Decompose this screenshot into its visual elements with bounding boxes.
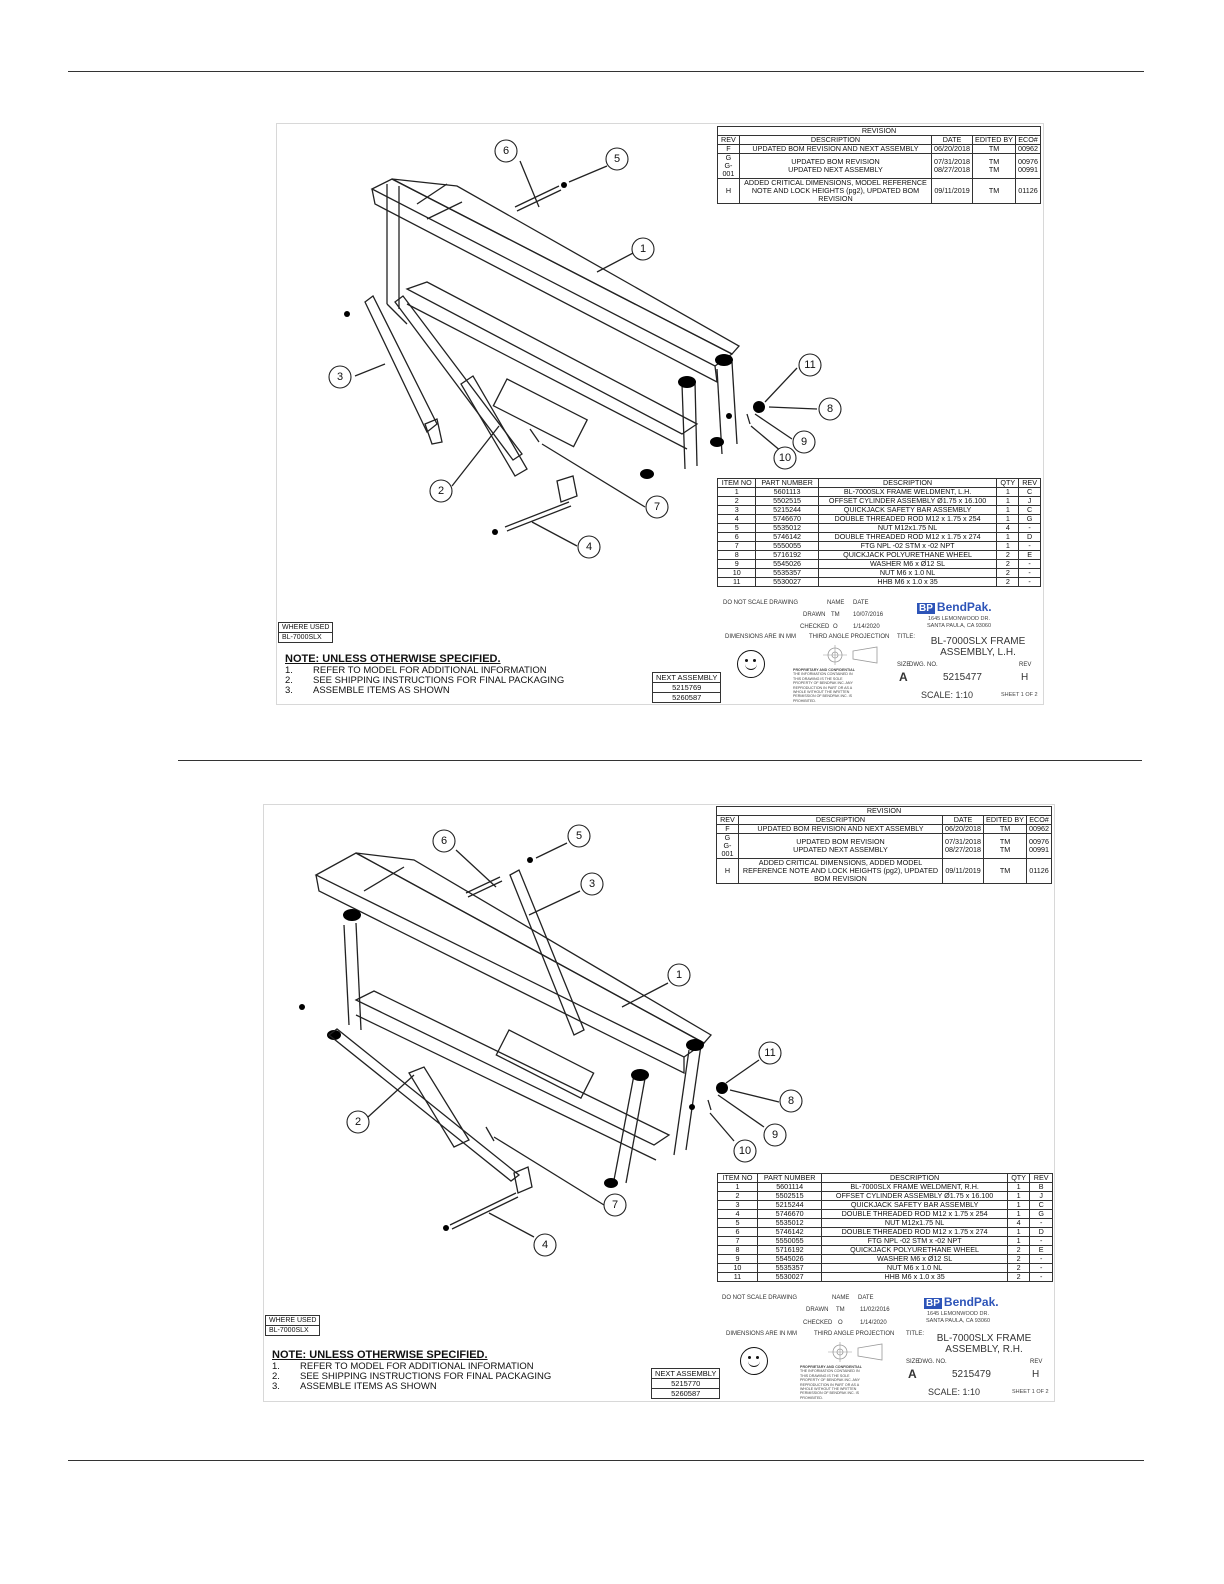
- note-item: 2. SEE SHIPPING INSTRUCTIONS FOR FINAL PACKAGING: [285, 675, 565, 686]
- bom-item-no: 1: [718, 488, 756, 497]
- bom-qty: 1: [997, 515, 1019, 524]
- bom-part-number: 5550055: [756, 542, 818, 551]
- bom-description: DOUBLE THREADED ROD M12 x 1.75 x 254: [822, 1210, 1007, 1219]
- bom-part-number: 5535357: [757, 1264, 822, 1273]
- revision-eco: 00976 00991: [1015, 154, 1040, 179]
- revision-date: 09/11/2019: [932, 179, 973, 204]
- drawn-date: 11/02/2016: [860, 1307, 890, 1313]
- revision-header-edited-by: EDITED BY: [984, 816, 1027, 825]
- bom-qty: 4: [1007, 1219, 1030, 1228]
- revision-date: 06/20/2018: [932, 145, 973, 154]
- where-used-box: [278, 622, 333, 643]
- revision-header-description: DESCRIPTION: [739, 136, 931, 145]
- revision-eco: 00962: [1026, 825, 1051, 834]
- title-block: [720, 1293, 1052, 1399]
- revision-date: 06/20/2018: [943, 825, 984, 834]
- bom-qty: 2: [1007, 1264, 1030, 1273]
- revision-header-eco: ECO#: [1026, 816, 1051, 825]
- where-used-value: BL-7000SLX: [266, 1325, 319, 1335]
- revision-header-description: DESCRIPTION: [738, 816, 942, 825]
- bom-rev: D: [1019, 533, 1041, 542]
- middle-rule: [178, 760, 1142, 761]
- bom-qty: 1: [997, 542, 1019, 551]
- revision-header-date: DATE: [932, 136, 973, 145]
- date-label: DATE: [853, 600, 869, 606]
- bom-description: DOUBLE THREADED ROD M12 x 1.75 x 274: [818, 533, 997, 542]
- svg-text:10: 10: [778, 452, 792, 464]
- third-angle-projection-icon: [817, 644, 889, 666]
- bom-rev: J: [1019, 497, 1041, 506]
- revision-edited-by: TM: [984, 825, 1027, 834]
- where-used-label: WHERE USED: [269, 1317, 317, 1324]
- revision-title: REVISION: [717, 807, 1052, 816]
- bom-item-no: 8: [718, 1246, 758, 1255]
- drawing-title: BL-7000SLX FRAME ASSEMBLY, R.H.: [936, 1333, 1032, 1355]
- revision-rev: H: [718, 179, 740, 204]
- proprietary-notice: PROPRIETARY AND CONFIDENTIAL THE INFORMATION CONTAINED IN THIS DRAWING IS THE SOLE PROPERTY OF BENDPAK INC. ANY REPRODUCTION IN PART OR AS A WHOLE WITHOUT THE WRITTEN PERMISSION OF BENDPAK INC. IS PROHIBITED.: [800, 1365, 862, 1400]
- revision-table: [717, 126, 1041, 204]
- bom-description: HHB M6 x 1.0 x 35: [818, 578, 997, 587]
- bom-rev: E: [1019, 551, 1041, 560]
- bom-rev: -: [1019, 578, 1041, 587]
- bom-qty: 2: [997, 551, 1019, 560]
- bom-item-no: 6: [718, 533, 756, 542]
- bom-item-no: 3: [718, 1201, 758, 1210]
- bom-part-number: 5746142: [757, 1228, 822, 1237]
- drawing-number: 5215477: [943, 672, 982, 683]
- svg-text:3: 3: [588, 878, 596, 890]
- size-label: SIZE: [897, 662, 911, 668]
- bom-rev: -: [1030, 1264, 1053, 1273]
- where-used-label: WHERE USED: [282, 624, 330, 631]
- title-block: [717, 598, 1041, 702]
- next-assembly-label: NEXT ASSEMBLY: [655, 1369, 717, 1378]
- bom-qty: 2: [997, 560, 1019, 569]
- bom-item-no: 4: [718, 515, 756, 524]
- bom-description: QUICKJACK SAFETY BAR ASSEMBLY: [822, 1201, 1007, 1210]
- title-label: TITLE:: [897, 634, 916, 640]
- svg-text:3: 3: [336, 371, 344, 383]
- bom-row: [718, 1273, 1053, 1282]
- svg-text:4: 4: [541, 1239, 549, 1251]
- svg-text:1: 1: [639, 243, 647, 255]
- do-not-scale-note: DO NOT SCALE DRAWING: [723, 600, 799, 606]
- general-notes: [272, 1350, 551, 1392]
- revision-row: [718, 145, 1041, 154]
- note-item: 3. ASSEMBLE ITEMS AS SHOWN: [285, 685, 450, 696]
- revision-title: REVISION: [718, 127, 1041, 136]
- drawn-name: TM: [836, 1307, 845, 1313]
- bom-item-no: 7: [718, 1237, 758, 1246]
- note-item: 1. REFER TO MODEL FOR ADDITIONAL INFORMATION: [285, 665, 547, 676]
- bom-qty: 1: [997, 497, 1019, 506]
- next-assembly-value: 5215770: [652, 1378, 719, 1388]
- bom-row: [718, 1255, 1053, 1264]
- bom-rev: -: [1019, 569, 1041, 578]
- checked-name: O: [833, 624, 838, 630]
- bom-part-number: 5215244: [756, 506, 818, 515]
- bom-qty: 1: [1007, 1201, 1030, 1210]
- revision-row: [717, 834, 1052, 859]
- bom-row: [718, 578, 1041, 587]
- drawing-rev: H: [1021, 672, 1029, 683]
- bom-item-no: 3: [718, 506, 756, 515]
- bom-qty: 2: [1007, 1246, 1030, 1255]
- next-assembly-label: NEXT ASSEMBLY: [656, 673, 718, 682]
- bom-description: NUT M12x1.75 NL: [818, 524, 997, 533]
- bom-description: DOUBLE THREADED ROD M12 x 1.75 x 254: [818, 515, 997, 524]
- bom-description: NUT M12x1.75 NL: [822, 1219, 1007, 1228]
- size-label: SIZE: [906, 1359, 920, 1365]
- bom-header-qty: QTY: [997, 479, 1019, 488]
- bom-description: BL-7000SLX FRAME WELDMENT, R.H.: [822, 1183, 1007, 1192]
- bom-description: FTG NPL -02 STM x -02 NPT: [822, 1237, 1007, 1246]
- revision-header-edited-by: EDITED BY: [973, 136, 1016, 145]
- bom-qty: 1: [1007, 1183, 1030, 1192]
- revision-rev: F: [718, 145, 740, 154]
- bom-qty: 2: [1007, 1255, 1030, 1264]
- revision-eco: 01126: [1026, 859, 1051, 884]
- bom-qty: 2: [1007, 1273, 1030, 1282]
- bom-rev: D: [1030, 1228, 1053, 1237]
- bom-rev: -: [1030, 1237, 1053, 1246]
- rev-label: REV: [1030, 1359, 1043, 1365]
- bom-qty: 1: [997, 488, 1019, 497]
- next-assembly-box: [651, 1368, 720, 1399]
- drawn-date: 10/07/2016: [853, 612, 884, 618]
- next-assembly-value: 5260587: [652, 1388, 719, 1398]
- svg-text:1: 1: [675, 969, 683, 981]
- note-item: 3. ASSEMBLE ITEMS AS SHOWN: [272, 1381, 437, 1392]
- smiley-icon: [740, 1347, 768, 1375]
- revision-edited-by: TM: [973, 179, 1016, 204]
- bom-qty: 2: [997, 578, 1019, 587]
- notes-heading: NOTE: UNLESS OTHERWISE SPECIFIED.: [285, 653, 501, 665]
- bom-qty: 1: [997, 533, 1019, 542]
- company-address: 1645 LEMONWOOD DR. SANTA PAULA, CA 93060: [927, 616, 991, 629]
- bom-part-number: 5601113: [756, 488, 818, 497]
- bom-item-no: 6: [718, 1228, 758, 1237]
- company-address: 1645 LEMONWOOD DR. SANTA PAULA, CA 93060: [926, 1311, 990, 1324]
- bom-part-number: 5746670: [757, 1210, 822, 1219]
- top-rule: [68, 71, 1144, 72]
- dwg-no-label: DWG. NO.: [909, 662, 938, 668]
- revision-edited-by: TM: [984, 859, 1027, 884]
- bom-rev: -: [1019, 560, 1041, 569]
- revision-header-date: DATE: [943, 816, 984, 825]
- bom-item-no: 9: [718, 560, 756, 569]
- sheet-size: A: [908, 1367, 917, 1381]
- bill-of-materials-table: [717, 1173, 1053, 1282]
- bom-item-no: 8: [718, 551, 756, 560]
- next-assembly-value: 5260587: [653, 692, 720, 702]
- svg-text:6: 6: [440, 835, 448, 847]
- drawing-scale: SCALE: 1:10: [921, 690, 974, 700]
- do-not-scale-note: DO NOT SCALE DRAWING: [722, 1295, 798, 1301]
- sheet-number: SHEET 1 OF 2: [1012, 1389, 1049, 1395]
- checked-label: CHECKED: [800, 624, 830, 630]
- bom-rev: E: [1030, 1246, 1053, 1255]
- revision-rev: F: [717, 825, 739, 834]
- rev-label: REV: [1019, 662, 1032, 668]
- bom-part-number: 5716192: [757, 1246, 822, 1255]
- drawing-sheet-lh: [276, 123, 1044, 705]
- bom-part-number: 5545026: [757, 1255, 822, 1264]
- bom-part-number: 5550055: [757, 1237, 822, 1246]
- checked-date: 1/14/2020: [860, 1320, 887, 1326]
- next-assembly-box: [652, 672, 721, 703]
- bom-rev: G: [1030, 1210, 1053, 1219]
- bom-item-no: 11: [718, 578, 756, 587]
- revision-description: ADDED CRITICAL DIMENSIONS, ADDED MODEL REFERENCE NOTE AND LOCK HEIGHTS (pg2), UPDATED BOM REVISION: [738, 859, 942, 884]
- bom-qty: 1: [1007, 1228, 1030, 1237]
- revision-rev: G G-001: [717, 834, 739, 859]
- revision-edited-by: TM TM: [984, 834, 1027, 859]
- bom-rev: -: [1030, 1219, 1053, 1228]
- drawn-name: TM: [831, 612, 840, 618]
- bom-description: QUICKJACK POLYURETHANE WHEEL: [822, 1246, 1007, 1255]
- name-label: NAME: [827, 600, 845, 606]
- bom-item-no: 5: [718, 524, 756, 533]
- bom-header-rev: REV: [1019, 479, 1041, 488]
- revision-row: [718, 154, 1041, 179]
- bom-qty: 1: [1007, 1192, 1030, 1201]
- third-angle-projection-icon: [822, 1341, 894, 1363]
- revision-edited-by: TM TM: [973, 154, 1016, 179]
- revision-header-rev: REV: [718, 136, 740, 145]
- svg-text:7: 7: [611, 1199, 619, 1211]
- bom-item-no: 11: [718, 1273, 758, 1282]
- bom-header-item-no: ITEM NO: [718, 1174, 758, 1183]
- where-used-box: [265, 1315, 320, 1336]
- bom-rev: B: [1030, 1183, 1053, 1192]
- svg-text:11: 11: [804, 359, 816, 371]
- bom-part-number: 5502515: [756, 497, 818, 506]
- bom-description: QUICKJACK POLYURETHANE WHEEL: [818, 551, 997, 560]
- title-label: TITLE:: [906, 1331, 925, 1337]
- svg-text:4: 4: [585, 541, 593, 553]
- bom-qty: 1: [1007, 1237, 1030, 1246]
- bom-header-rev: REV: [1030, 1174, 1053, 1183]
- bom-description: WASHER M6 x Ø12 SL: [822, 1255, 1007, 1264]
- bom-description: HHB M6 x 1.0 x 35: [822, 1273, 1007, 1282]
- sheet-number: SHEET 1 OF 2: [1001, 692, 1038, 698]
- bendpak-logo: BP BendPak.: [919, 600, 992, 614]
- bom-description: FTG NPL -02 STM x -02 NPT: [818, 542, 997, 551]
- bom-description: NUT M6 x 1.0 NL: [822, 1264, 1007, 1273]
- bom-description: BL-7000SLX FRAME WELDMENT, L.H.: [818, 488, 997, 497]
- revision-table: [716, 806, 1052, 884]
- svg-text:8: 8: [826, 403, 834, 415]
- revision-description: UPDATED BOM REVISION UPDATED NEXT ASSEMBLY: [739, 154, 931, 179]
- bom-item-no: 2: [718, 1192, 758, 1201]
- general-notes: [285, 654, 564, 696]
- bom-qty: 2: [997, 569, 1019, 578]
- bom-item-no: 4: [718, 1210, 758, 1219]
- bom-part-number: 5535012: [756, 524, 818, 533]
- bom-part-number: 5215244: [757, 1201, 822, 1210]
- bom-description: QUICKJACK SAFETY BAR ASSEMBLY: [818, 506, 997, 515]
- dwg-no-label: DWG. NO.: [918, 1359, 947, 1365]
- bom-description: WASHER M6 x Ø12 SL: [818, 560, 997, 569]
- bom-header-description: DESCRIPTION: [822, 1174, 1007, 1183]
- bom-rev: C: [1019, 506, 1041, 515]
- revision-edited-by: TM: [973, 145, 1016, 154]
- bom-item-no: 5: [718, 1219, 758, 1228]
- bom-rev: -: [1030, 1255, 1053, 1264]
- drawn-label: DRAWN: [806, 1307, 829, 1313]
- bom-item-no: 1: [718, 1183, 758, 1192]
- svg-text:7: 7: [653, 501, 661, 513]
- revision-description: ADDED CRITICAL DIMENSIONS, MODEL REFERENCE NOTE AND LOCK HEIGHTS (pg2), UPDATED BOM REVISION: [739, 179, 931, 204]
- checked-date: 1/14/2020: [853, 624, 880, 630]
- revision-date: 07/31/2018 08/27/2018: [943, 834, 984, 859]
- svg-text:9: 9: [771, 1129, 779, 1141]
- drawn-label: DRAWN: [803, 612, 826, 618]
- revision-row: [718, 179, 1041, 204]
- bom-item-no: 9: [718, 1255, 758, 1264]
- bom-description: DOUBLE THREADED ROD M12 x 1.75 x 274: [822, 1228, 1007, 1237]
- bom-part-number: 5502515: [757, 1192, 822, 1201]
- revision-eco: 01126: [1015, 179, 1040, 204]
- bom-rev: -: [1030, 1273, 1053, 1282]
- bom-header-part-number: PART NUMBER: [757, 1174, 822, 1183]
- bom-header-qty: QTY: [1007, 1174, 1030, 1183]
- bom-part-number: 5746670: [756, 515, 818, 524]
- bom-header-item-no: ITEM NO: [718, 479, 756, 488]
- revision-eco: 00976 00991: [1026, 834, 1051, 859]
- revision-rev: H: [717, 859, 739, 884]
- bom-part-number: 5530027: [756, 578, 818, 587]
- notes-heading: NOTE: UNLESS OTHERWISE SPECIFIED.: [272, 1349, 488, 1361]
- revision-date: 07/31/2018 08/27/2018: [932, 154, 973, 179]
- bom-rev: -: [1019, 542, 1041, 551]
- bom-item-no: 10: [718, 1264, 758, 1273]
- revision-date: 09/11/2019: [943, 859, 984, 884]
- bom-header-part-number: PART NUMBER: [756, 479, 818, 488]
- svg-text:11: 11: [764, 1047, 776, 1059]
- projection-label: THIRD ANGLE PROJECTION: [814, 1331, 895, 1337]
- bom-qty: 1: [997, 506, 1019, 515]
- revision-row: [717, 825, 1052, 834]
- bendpak-logo: BP BendPak.: [926, 1295, 999, 1309]
- proprietary-notice: PROPRIETARY AND CONFIDENTIAL THE INFORMATION CONTAINED IN THIS DRAWING IS THE SOLE PROPERTY OF BENDPAK INC. ANY REPRODUCTION IN PART OR AS A WHOLE WITHOUT THE WRITTEN PERMISSION OF BENDPAK INC. IS PROHIBITED.: [793, 668, 855, 703]
- bom-part-number: 5530027: [757, 1273, 822, 1282]
- svg-text:6: 6: [502, 145, 510, 157]
- drawing-title: BL-7000SLX FRAME ASSEMBLY, L.H.: [930, 636, 1026, 658]
- revision-row: [717, 859, 1052, 884]
- bom-part-number: 5535357: [756, 569, 818, 578]
- svg-text:2: 2: [437, 485, 445, 497]
- checked-label: CHECKED: [803, 1320, 833, 1326]
- revision-rev: G G-001: [718, 154, 740, 179]
- dimensions-note: DIMENSIONS ARE IN MM: [726, 1331, 798, 1337]
- svg-text:10: 10: [738, 1145, 752, 1157]
- bom-qty: 1: [1007, 1210, 1030, 1219]
- bom-part-number: 5545026: [756, 560, 818, 569]
- bottom-rule: [68, 1460, 1144, 1461]
- bom-part-number: 5601114: [757, 1183, 822, 1192]
- checked-name: O: [838, 1320, 843, 1326]
- drawing-rev: H: [1032, 1369, 1040, 1380]
- svg-text:8: 8: [787, 1095, 795, 1107]
- revision-header-rev: REV: [717, 816, 739, 825]
- svg-text:2: 2: [354, 1116, 362, 1128]
- revision-eco: 00962: [1015, 145, 1040, 154]
- name-label: NAME: [832, 1295, 850, 1301]
- bom-item-no: 10: [718, 569, 756, 578]
- smiley-icon: [737, 650, 765, 678]
- revision-description: UPDATED BOM REVISION AND NEXT ASSEMBLY: [738, 825, 942, 834]
- next-assembly-value: 5215769: [653, 682, 720, 692]
- bom-item-no: 2: [718, 497, 756, 506]
- bom-qty: 4: [997, 524, 1019, 533]
- revision-header-eco: ECO#: [1015, 136, 1040, 145]
- where-used-value: BL-7000SLX: [279, 632, 332, 642]
- bom-part-number: 5716192: [756, 551, 818, 560]
- svg-text:5: 5: [613, 153, 621, 165]
- bom-rev: G: [1019, 515, 1041, 524]
- projection-label: THIRD ANGLE PROJECTION: [809, 634, 890, 640]
- drawing-sheet-rh: [263, 804, 1055, 1402]
- bom-rev: C: [1019, 488, 1041, 497]
- bom-part-number: 5746142: [756, 533, 818, 542]
- dimensions-note: DIMENSIONS ARE IN MM: [725, 634, 797, 640]
- note-item: 1. REFER TO MODEL FOR ADDITIONAL INFORMATION: [272, 1361, 534, 1372]
- note-item: 2. SEE SHIPPING INSTRUCTIONS FOR FINAL PACKAGING: [272, 1371, 552, 1382]
- bom-description: NUT M6 x 1.0 NL: [818, 569, 997, 578]
- svg-text:9: 9: [800, 436, 808, 448]
- bom-item-no: 7: [718, 542, 756, 551]
- revision-description: UPDATED BOM REVISION UPDATED NEXT ASSEMBLY: [738, 834, 942, 859]
- bom-part-number: 5535012: [757, 1219, 822, 1228]
- bom-header-description: DESCRIPTION: [818, 479, 997, 488]
- drawing-scale: SCALE: 1:10: [928, 1387, 981, 1397]
- bom-row: [718, 560, 1041, 569]
- bom-rev: J: [1030, 1192, 1053, 1201]
- bill-of-materials-table: [717, 478, 1041, 587]
- bom-description: OFFSET CYLINDER ASSEMBLY Ø1.75 x 16.100: [818, 497, 997, 506]
- revision-description: UPDATED BOM REVISION AND NEXT ASSEMBLY: [739, 145, 931, 154]
- bom-description: OFFSET CYLINDER ASSEMBLY Ø1.75 x 16.100: [822, 1192, 1007, 1201]
- date-label: DATE: [858, 1295, 874, 1301]
- bom-rev: C: [1030, 1201, 1053, 1210]
- drawing-number: 5215479: [952, 1369, 991, 1380]
- svg-text:5: 5: [575, 830, 583, 842]
- bom-rev: -: [1019, 524, 1041, 533]
- sheet-size: A: [899, 670, 908, 684]
